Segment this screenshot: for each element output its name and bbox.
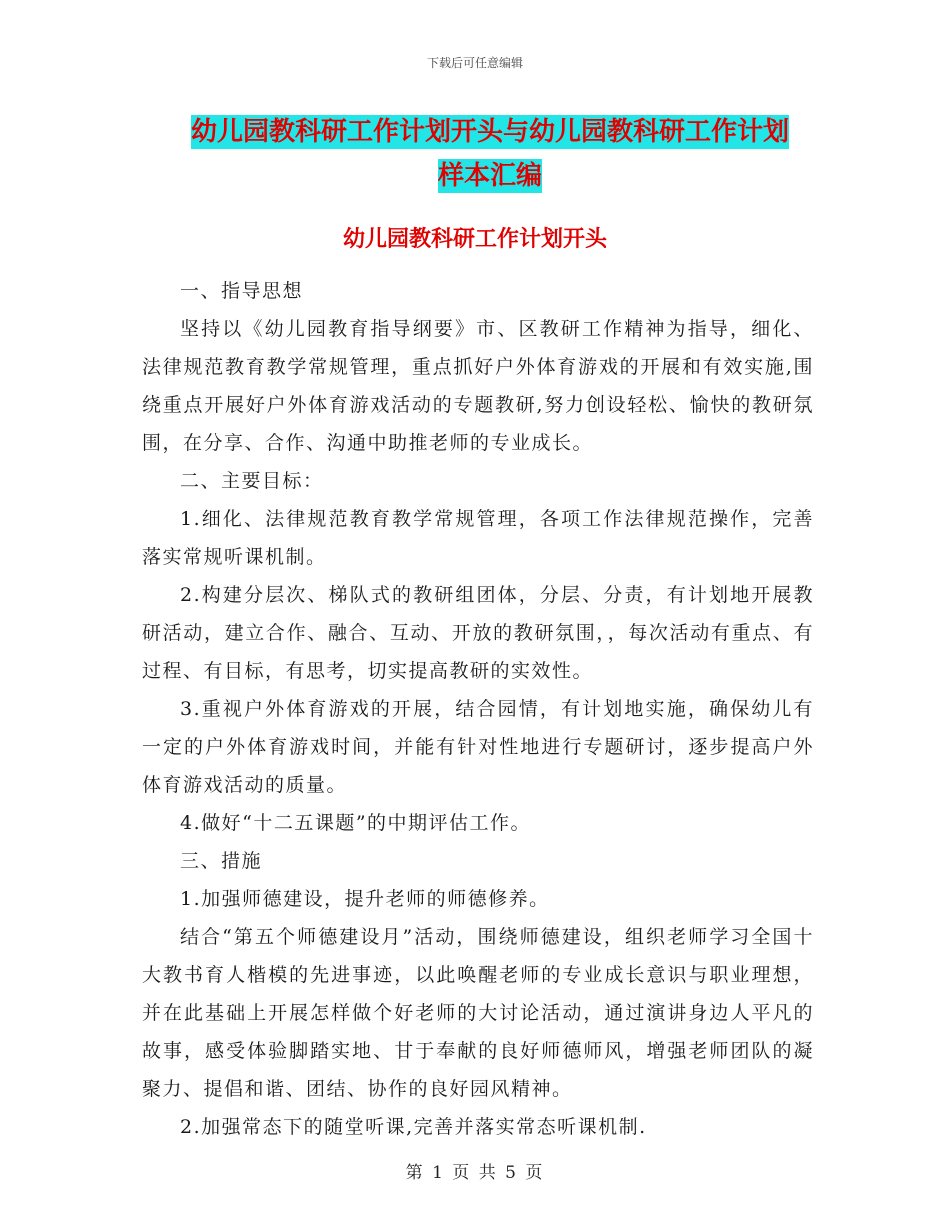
paragraph: 3.重视户外体育游戏的开展，结合园情，有计划地实施，确保幼儿有一定的户外体育游戏时间，并能有针对性地进行专题研讨，逐步提高户外体育游戏活动的质量。 [142, 698, 814, 796]
paragraph: 4.做好“十二五课题”的中期评估工作。 [180, 812, 532, 834]
heading-guiding-ideology: 一、指导思想 [180, 280, 304, 302]
section-title: 幼儿园教科研工作计划开头 [342, 227, 607, 252]
paragraph: 坚持以《幼儿园教育指导纲要》市、区教研工作精神为指导，细化、法律规范教育教学常规管理，重点抓好户外体育游戏的开展和有效实施,围绕重点开展好户外体育游戏活动的专题教研,努力创设轻松、愉快的教研氛围，在分享、合作、沟通中助推老师的专业成长。 [142, 318, 814, 454]
paragraph: 2.构建分层次、梯队式的教研组团体，分层、分责，有计划地开展教研活动，建立合作、融合、互动、开放的教研氛围，，每次活动有重点、有过程、有目标，有思考，切实提高教研的实效性。 [142, 584, 814, 682]
paragraph: 1.细化、法律规范教育教学常规管理，各项工作法律规范操作，完善落实常规听课机制。 [142, 508, 814, 568]
paragraph: 2.加强常态下的随堂听课,完善并落实常态听课机制. [180, 1116, 647, 1138]
document-title [140, 110, 840, 198]
page-number: 第 1 页 共 5 页 [405, 1163, 545, 1183]
document-title-line-1: 幼儿园教科研工作计划开头与幼儿园教科研工作计划 [190, 117, 789, 147]
paragraph: 1.加强师德建设，提升老师的师德修养。 [180, 888, 550, 910]
header-note: 下载后可任意编辑 [426, 56, 523, 70]
document-title-line-2: 样本汇编 [437, 161, 542, 191]
heading-measures: 三、措施 [180, 850, 263, 872]
heading-main-goals: 二、主要目标： [180, 470, 324, 492]
document-body [142, 272, 814, 1146]
paragraph: 结合“第五个师德建设月”活动，围绕师德建设，组织老师学习全国十大教书育人楷模的先进事迹，以此唤醒老师的专业成长意识与职业理想，并在此基础上开展怎样做个好老师的大讨论活动，通过演讲身边人平凡的故事，感受体验脚踏实地、甘于奉献的良好师德师风，增强老师团队的凝聚力、提倡和谐、团结、协作的良好园风精神。 [142, 926, 814, 1100]
